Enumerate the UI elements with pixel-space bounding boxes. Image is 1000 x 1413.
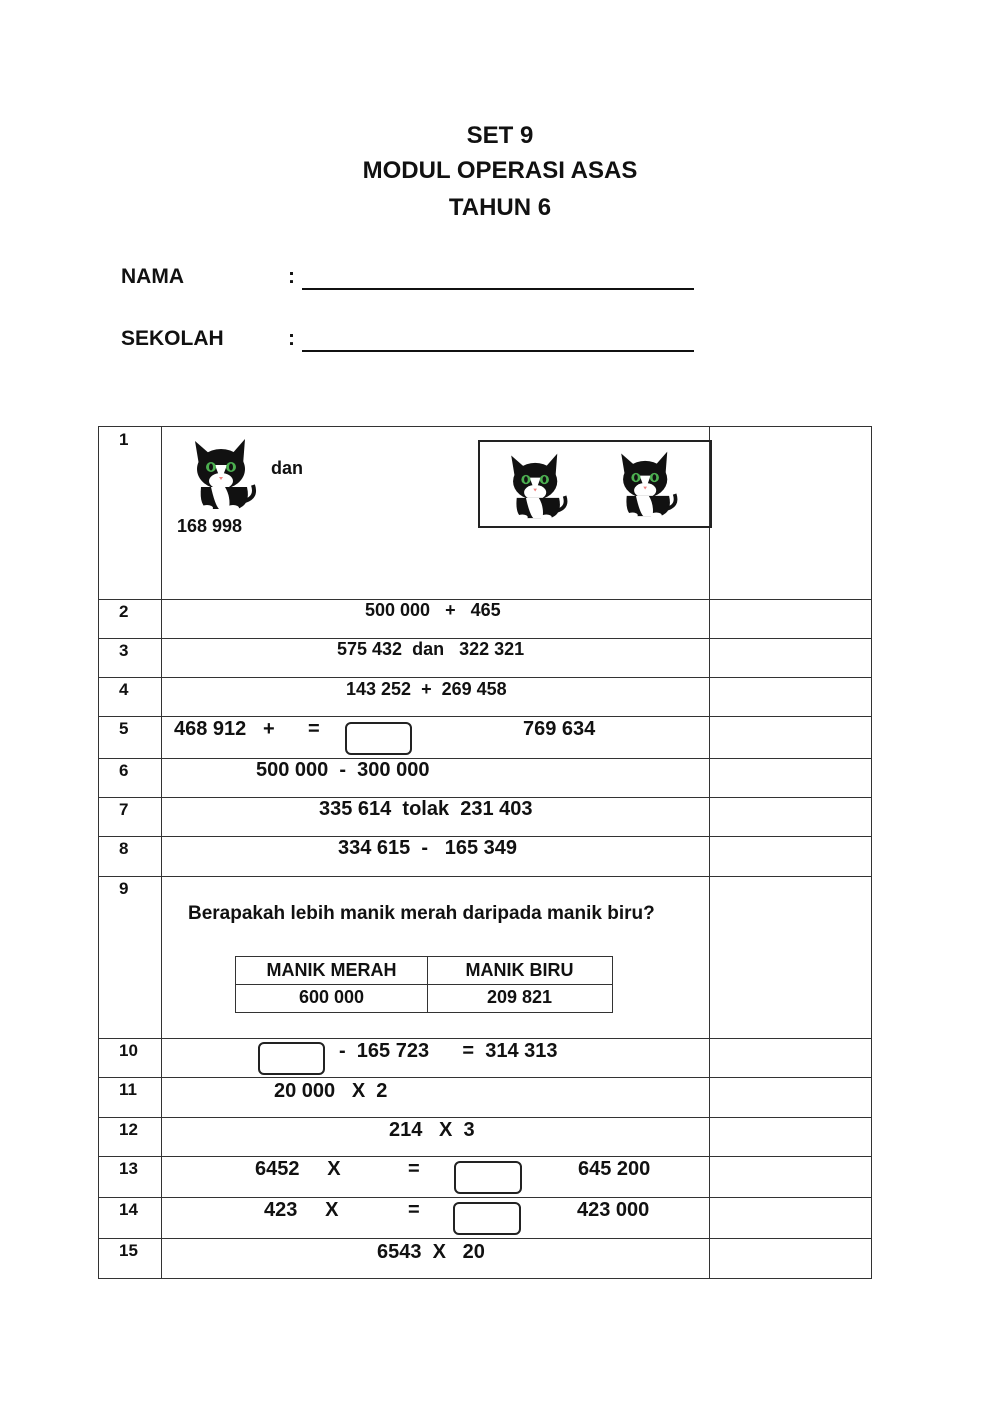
q5-result: 769 634 [523,718,596,740]
q13-answer-box[interactable] [454,1161,522,1194]
answer-cell-13[interactable] [710,1157,870,1196]
answer-cell-15[interactable] [710,1239,870,1277]
cat-image [502,448,572,522]
school-input-line[interactable] [302,350,694,352]
question-number: 2 [119,602,129,621]
q8-expression: 334 615 - 165 349 [338,837,518,859]
q11-expression: 20 000 X 2 [274,1080,388,1102]
q10-answer-box[interactable] [258,1042,325,1075]
question-number: 7 [119,800,129,819]
q4-expression: 143 252 + 269 458 [346,679,507,699]
name-input-line[interactable] [302,288,694,290]
blue-bead-header: MANIK BIRU [465,960,574,980]
q7-expression: 335 614 tolak 231 403 [319,798,533,820]
answer-cell-8[interactable] [710,837,870,875]
question-number: 5 [119,719,129,738]
question-number: 3 [119,641,129,660]
cat-image [612,446,682,520]
red-bead-header: MANIK MERAH [266,960,397,980]
q13-result: 645 200 [578,1158,651,1180]
question-number: 14 [119,1200,138,1219]
answer-cell-4[interactable] [710,678,870,715]
answer-cell-2[interactable] [710,600,870,637]
q1-and-word: dan [271,458,304,478]
answer-cell-11[interactable] [710,1078,870,1116]
q2-expression: 500 000 + 465 [365,600,501,620]
q14-expression: 423 X [264,1199,339,1221]
name-label: NAMA [121,265,184,288]
title-year: TAHUN 6 [448,194,552,221]
bead-table [235,956,613,1013]
answer-cell-12[interactable] [710,1118,870,1155]
question-number: 13 [119,1159,138,1178]
answer-cell-9[interactable] [710,877,870,1037]
answer-cell-10[interactable] [710,1039,870,1076]
question-number: 9 [119,879,129,898]
question-number: 1 [119,430,129,449]
q10-expression: - 165 723 = 314 313 [339,1040,558,1062]
q12-expression: 214 X 3 [389,1119,475,1141]
q9-question: Berapakah lebih manik merah daripada manik biru? [188,903,655,924]
answer-cell-1[interactable] [710,427,870,598]
answer-cell-3[interactable] [710,639,870,676]
school-label: SEKOLAH [121,327,224,350]
q1-value: 168 998 [177,516,243,536]
q5-answer-box[interactable] [345,722,412,755]
answer-cell-7[interactable] [710,798,870,835]
question-number: 6 [119,761,129,780]
answer-cell-6[interactable] [710,759,870,796]
q5-expression: 468 912 + = [174,718,320,740]
q6-expression: 500 000 - 300 000 [256,759,430,781]
q14-answer-box[interactable] [453,1202,521,1235]
q13-expression: 6452 X [255,1158,341,1180]
red-bead-value: 600 000 [298,987,365,1007]
name-colon: : [288,265,295,288]
q13-equals: = [408,1158,420,1180]
question-number: 12 [119,1120,138,1139]
question-table [98,426,872,1279]
q14-equals: = [408,1199,420,1221]
cat-image [185,435,261,511]
question-number: 10 [119,1041,138,1060]
column-divider-number [161,427,162,1278]
bead-table-divider [236,984,612,985]
question-number: 11 [119,1080,137,1099]
q15-expression: 6543 X 20 [377,1241,485,1263]
answer-cell-14[interactable] [710,1198,870,1237]
question-number: 15 [119,1241,138,1260]
blue-bead-value: 209 821 [486,987,553,1007]
school-colon: : [288,327,295,350]
title-set: SET 9 [466,122,534,149]
title-module: MODUL OPERASI ASAS [362,157,638,184]
question-number: 8 [119,839,129,858]
q14-result: 423 000 [577,1199,650,1221]
q3-expression: 575 432 dan 322 321 [337,639,525,659]
question-number: 4 [119,680,129,699]
cat-group-frame [478,440,712,528]
answer-cell-5[interactable] [710,717,870,757]
